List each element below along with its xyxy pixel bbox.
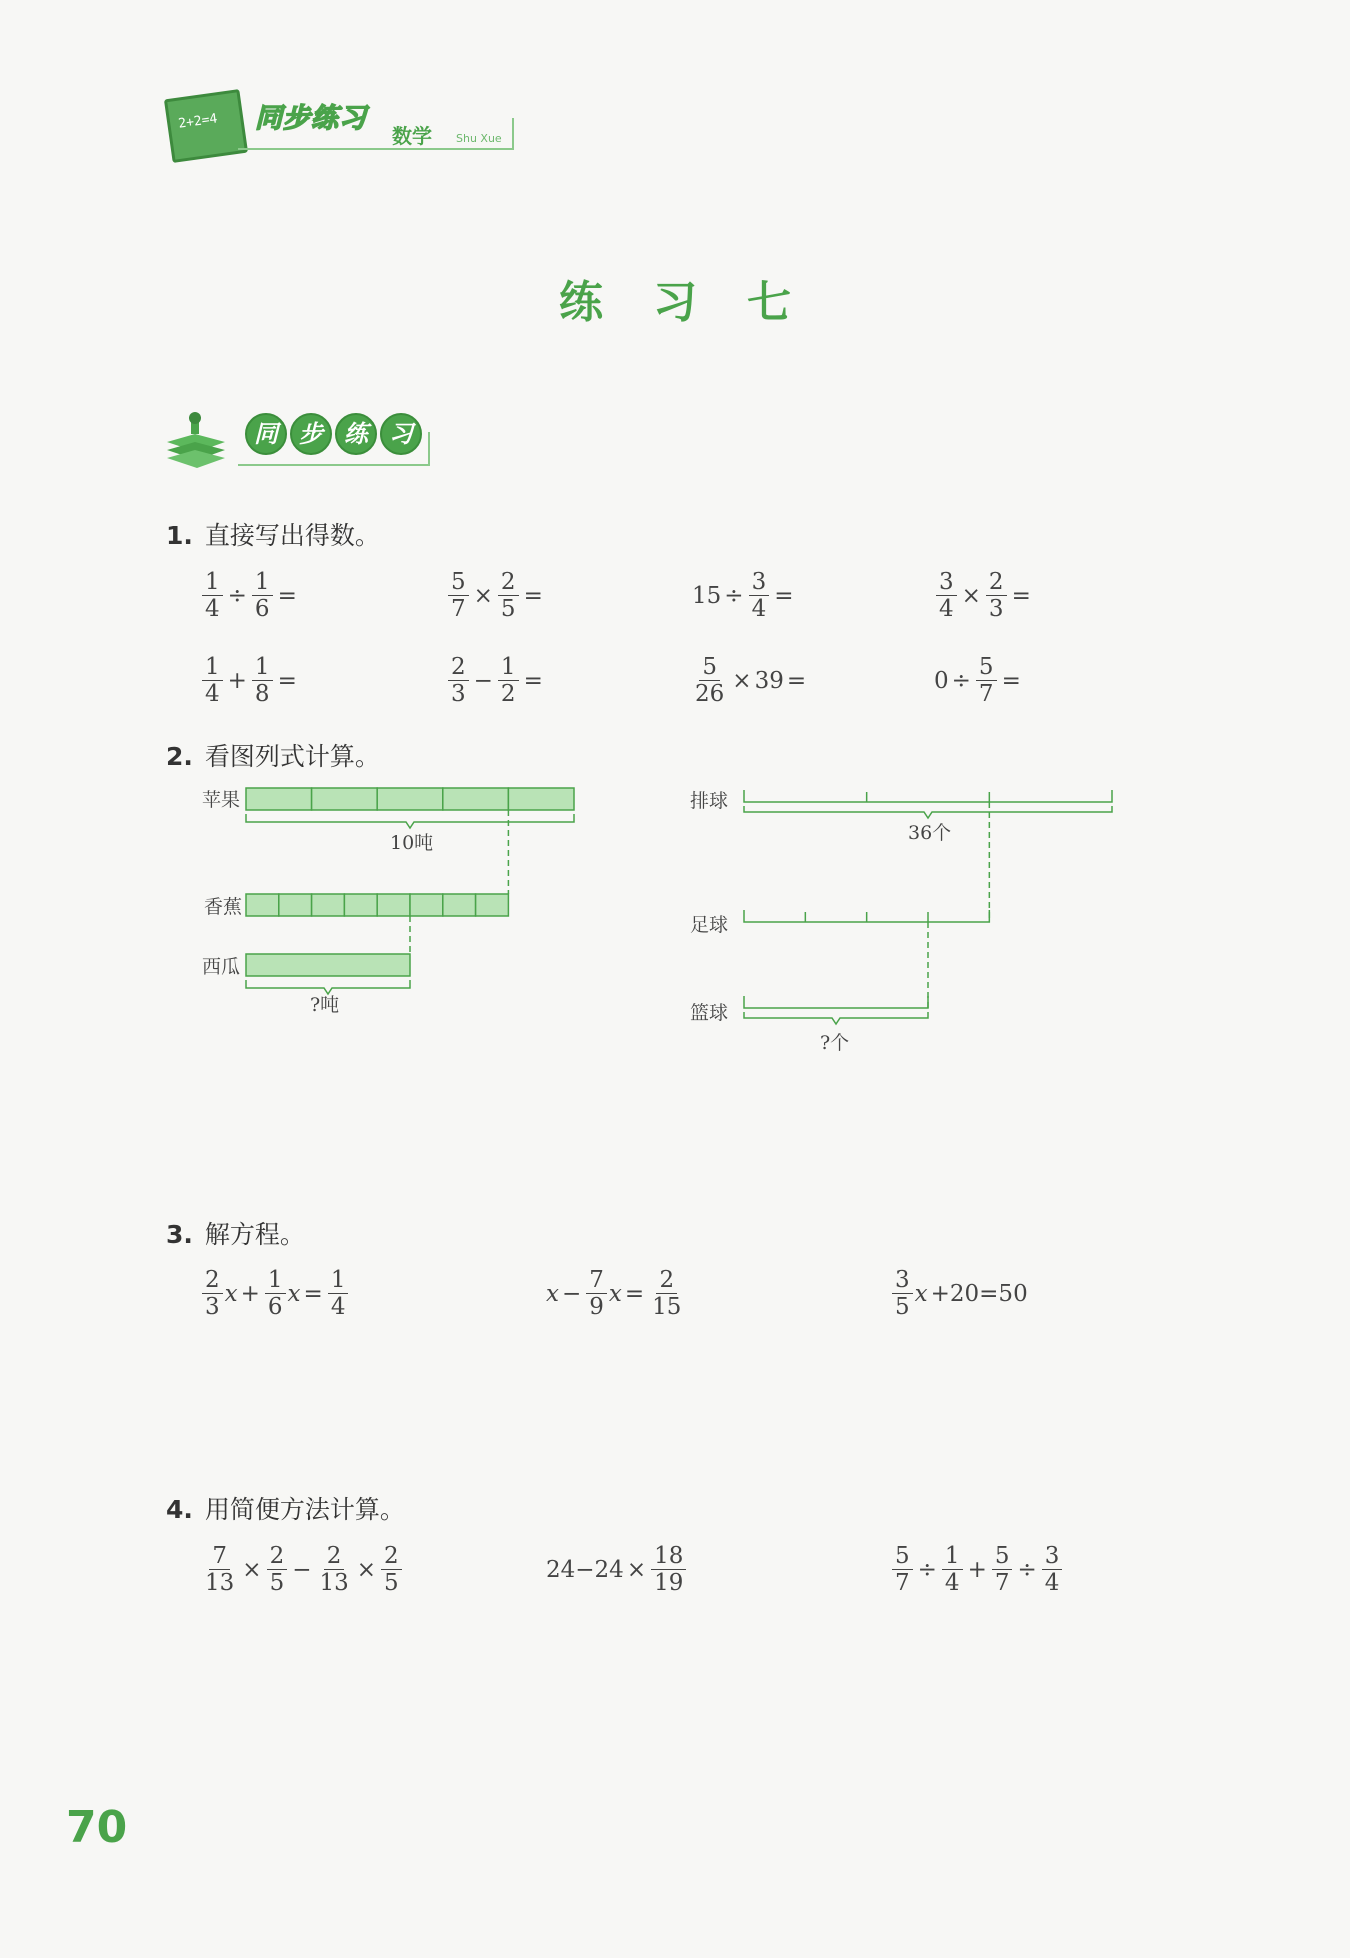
label-banana: 香蕉	[204, 896, 243, 918]
header-subject: 数学	[392, 124, 432, 148]
label-basketball: 篮球	[690, 1002, 729, 1024]
volleyball-total-brace	[744, 806, 1112, 818]
apple-bar-segment	[443, 788, 509, 810]
banana-bar-segment	[279, 894, 312, 916]
apple-bar-segment	[508, 788, 574, 810]
page-number: 70	[66, 1802, 128, 1853]
equation-2: x − $\frac{7}{9}$ x = $\frac{2}{15}$	[546, 1267, 682, 1321]
banana-bar-segment	[312, 894, 345, 916]
label-unknown-pieces: ?个	[820, 1032, 850, 1054]
simplify-3: $\frac{5}{7}$ ÷ $\frac{1}{4}$ + $\frac{5}{7}$ ÷ $\frac{3}{4}$	[890, 1544, 1064, 1595]
badge-char: 练	[335, 413, 377, 455]
basketball-brace	[744, 1012, 928, 1024]
apple-total-brace	[246, 814, 574, 828]
books-icon	[165, 412, 227, 468]
expr-1-4: $\frac{3}{4}$ × $\frac{2}{3}$ =	[934, 570, 1034, 621]
badge-char: 同	[245, 413, 287, 455]
question-1: 1. 直接写出得数。	[166, 521, 380, 550]
basketball-line	[744, 996, 928, 1008]
expr-1-6: $\frac{2}{3}$ − $\frac{1}{2}$ =	[446, 655, 546, 706]
equation-3: $\frac{3}{5}$ x +20=50	[890, 1268, 1031, 1319]
banana-bar-segment	[443, 894, 476, 916]
question-3: 3. 解方程。	[166, 1220, 305, 1249]
label-total-pieces: 36个	[908, 822, 952, 844]
expr-1-3: 15 ÷ $\frac{3}{4}$ =	[692, 569, 794, 623]
badge-char: 习	[380, 413, 422, 455]
board-text: 2+2=4	[177, 111, 219, 132]
expr-1-7: $\frac{5}{26}$ × 39 =	[695, 654, 807, 708]
banana-bar-segment	[476, 894, 509, 916]
banana-bar-segment	[344, 894, 377, 916]
label-unknown-tons: ?吨	[310, 994, 340, 1016]
expr-1-5: $\frac{1}{4}$ + $\frac{1}{8}$ =	[200, 655, 300, 706]
ball-line-diagram	[736, 780, 1126, 1040]
banana-bar-segment	[246, 894, 279, 916]
volleyball-line	[744, 790, 1112, 802]
label-melon: 西瓜	[202, 956, 241, 978]
apple-bar-segment	[312, 788, 378, 810]
expr-1-1: $\frac{1}{4}$ ÷ $\frac{1}{6}$ =	[200, 570, 300, 621]
header-underline-end	[512, 118, 514, 148]
melon-brace	[246, 980, 410, 994]
simplify-2: 24−24 × $\frac{18}{19}$	[546, 1544, 688, 1595]
badge-underline	[238, 464, 430, 466]
banana-bar-segment	[410, 894, 443, 916]
question-4: 4. 用简便方法计算。	[166, 1495, 405, 1524]
header-pinyin: Shu Xue	[456, 132, 502, 145]
expr-1-8: 0 ÷ $\frac{5}{7}$ =	[934, 654, 1021, 708]
badge-char: 步	[290, 413, 332, 455]
melon-bar	[246, 954, 410, 976]
apple-bar-segment	[246, 788, 312, 810]
question-2: 2. 看图列式计算。	[166, 742, 380, 771]
label-total-tons: 10吨	[390, 832, 434, 854]
label-apple: 苹果	[202, 789, 241, 811]
page-title: 练习七	[559, 277, 841, 328]
header-underline	[238, 148, 514, 150]
banana-bar-segment	[377, 894, 410, 916]
equation-1: $\frac{2}{3}$ x + $\frac{1}{6}$ x = $\frac{1}{4}$	[200, 1268, 350, 1319]
simplify-1: $\frac{7}{13}$ × $\frac{2}{5}$ − $\frac{2}{13}$ × $\frac{2}{5}$	[200, 1544, 404, 1595]
fruit-bar-diagram	[240, 780, 590, 1040]
section-badge	[245, 413, 425, 455]
badge-underline-end	[428, 432, 430, 464]
label-volleyball: 排球	[690, 790, 729, 812]
header-series-title: 同步练习	[255, 103, 367, 134]
label-football: 足球	[690, 914, 729, 936]
apple-bar-segment	[377, 788, 443, 810]
header-chalkboard-icon	[164, 89, 248, 163]
expr-1-2: $\frac{5}{7}$ × $\frac{2}{5}$ =	[446, 570, 546, 621]
